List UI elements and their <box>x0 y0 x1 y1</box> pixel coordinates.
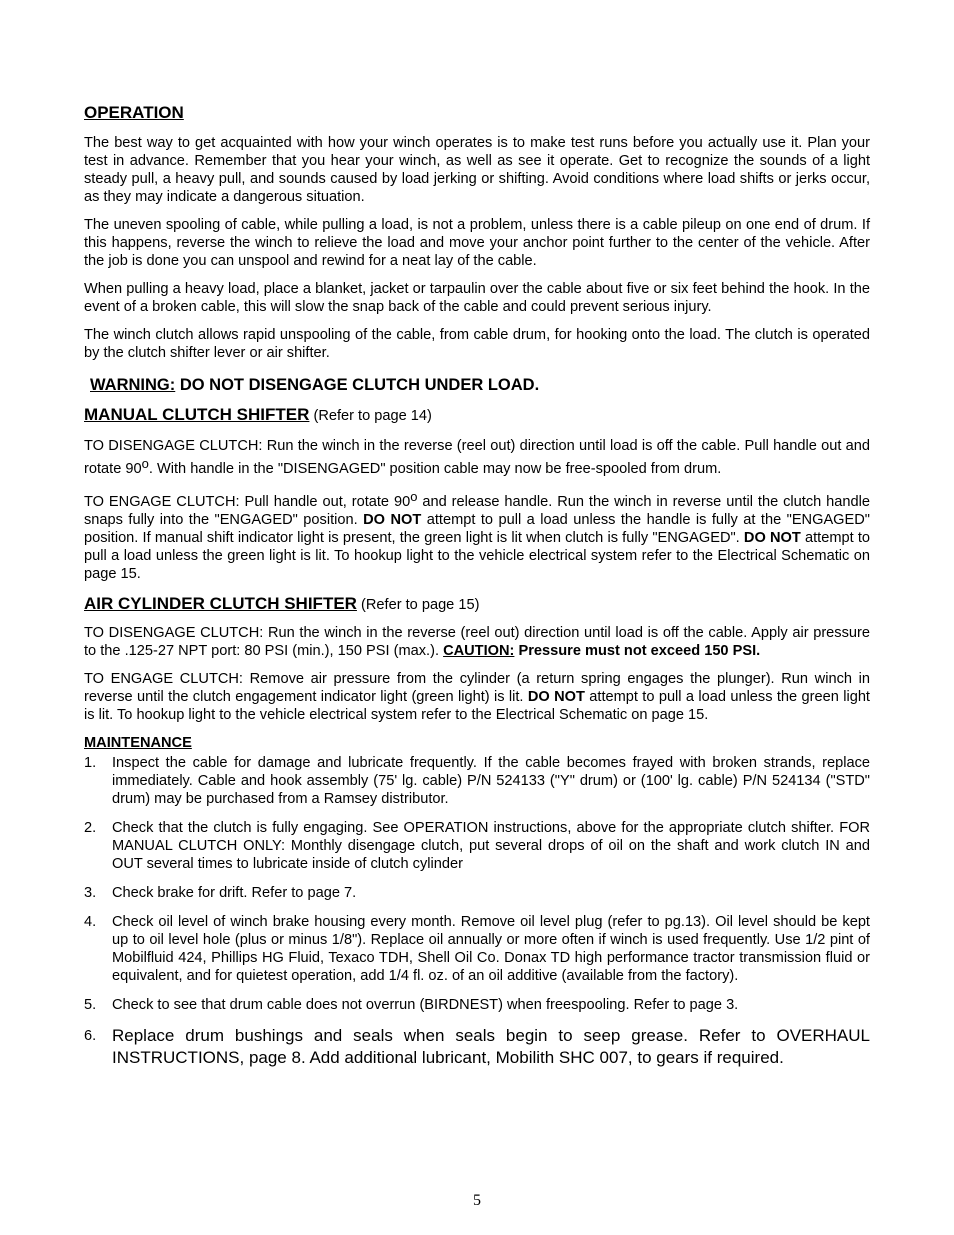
air-disengage-text: TO DISENGAGE CLUTCH: Run the winch in the reverse (reel out) direction until load is off the cable. Apply air pressure to the .125-27 NPT port: 80 PSI (min.), 150 PSI (max.). <box>84 625 870 659</box>
manual-engage-text-d: attempt to pull a load unless the green light is lit. To hookup light to the vehicle electrical system refer to the Electrical Schematic on page 15. <box>84 530 870 582</box>
manual-disengage-paragraph <box>84 435 870 481</box>
manual-disengage-text-b: . With handle in the "DISENGAGED" position cable may now be free-spooled from drum. <box>148 461 722 477</box>
air-engage-text-b: attempt to pull a load unless the green light is lit. To hookup light to the vehicle electrical system refer to the Electrical Schematic on page 15. <box>84 689 870 723</box>
list-number: 5. <box>84 997 97 1013</box>
air-clutch-subhead <box>84 593 870 616</box>
manual-engage-text-c: attempt to pull a load unless the handle is fully at the "ENGAGED" position. If manual shift indicator light is present, the green light is lit when clutch is fully "ENGAGED". <box>84 512 870 546</box>
degree-symbol: o <box>141 456 149 471</box>
list-item <box>84 996 870 1014</box>
list-item <box>84 1025 870 1069</box>
manual-engage-text-a: TO ENGAGE CLUTCH: Pull handle out, rotate 90 <box>84 494 411 510</box>
air-disengage-paragraph <box>84 624 870 660</box>
manual-engage-text-b: and release handle. Run the winch in reverse until the clutch handle snaps fully into the "ENGAGED" position. <box>84 494 870 528</box>
list-number: 4. <box>84 914 97 930</box>
do-not-emphasis: DO NOT <box>743 530 801 546</box>
do-not-emphasis: DO NOT <box>363 512 422 528</box>
operation-heading: OPERATION <box>84 103 184 122</box>
air-clutch-ref: (Refer to page 15) <box>356 597 480 613</box>
manual-engage-paragraph <box>84 489 870 583</box>
list-item-text: Check to see that drum cable does not overrun (BIRDNEST) when freespooling. Refer to page 3. <box>112 997 739 1013</box>
manual-page <box>84 102 870 1080</box>
manual-clutch-heading: MANUAL CLUTCH SHIFTER <box>84 405 310 424</box>
list-number: 2. <box>84 820 97 836</box>
list-number: 6. <box>84 1028 97 1044</box>
air-engage-paragraph <box>84 670 870 724</box>
operation-paragraph-2: The uneven spooling of cable, while pulling a load, is not a problem, unless there is a cable pileup on one end of drum. If this happens, reverse the winch to relieve the load and move your anchor point further to the center of the vehicle. After the job is done you can unspool and rewind for a neat lay of the cable. <box>84 217 870 269</box>
list-item-text: Inspect the cable for damage and lubricate frequently. If the cable becomes frayed with broken strands, replace immediately. Cable and hook assembly (75' lg. cable) P/N 524133 ("Y" drum) or (100' lg. cable) P/N 524134 ("STD" drum) may be purchased from a Ramsey distributor. <box>112 755 870 807</box>
list-item <box>84 754 870 808</box>
do-not-emphasis: DO NOT <box>527 689 585 705</box>
operation-paragraph-3: When pulling a heavy load, place a blanket, jacket or tarpaulin over the cable about five or six feet behind the hook. In the event of a broken cable, this will slow the snap back of the cable and could prevent serious injury. <box>84 281 870 315</box>
manual-clutch-ref: (Refer to page 14) <box>309 408 432 424</box>
maintenance-heading: MAINTENANCE <box>84 735 192 751</box>
list-number: 3. <box>84 885 97 901</box>
list-item-text: Check oil level of winch brake housing every month. Remove oil level plug (refer to pg.13). Oil level should be kept up to oil level hole (plus or minus 1/8"). Replace oil annually or more often if winch is used frequently. Use 1/2 pint of Mobilfluid 424, Phillips HG Fluid, Texaco TDH, Shell Oil Co. Donax TD high performance tractor transmission fluid or equivalent, and for quietest operation, add 1/4 fl. oz. of an oil additive (available from the factory). <box>112 914 870 984</box>
air-clutch-heading: AIR CYLINDER CLUTCH SHIFTER <box>84 594 357 613</box>
air-engage-text-a: TO ENGAGE CLUTCH: Remove air pressure from the cylinder (a return spring engages the plunger). Run winch in reverse until the clutch engagement indicator light (green light) is lit. <box>84 671 870 705</box>
warning-notice <box>90 374 870 396</box>
list-item <box>84 819 870 873</box>
operation-paragraph-4: The winch clutch allows rapid unspooling of the cable, from cable drum, for hooking onto the load. The clutch is operated by the clutch shifter lever or air shifter. <box>84 327 870 361</box>
list-item-text: Replace drum bushings and seals when seals begin to seep grease. Refer to OVERHAUL INSTRUCTIONS, page 8. Add additional lubricant, Mobilith SHC 007, to gears if required. <box>112 1026 870 1067</box>
page-number: 5 <box>473 1192 481 1209</box>
warning-text: DO NOT DISENGAGE CLUTCH UNDER LOAD. <box>175 376 540 394</box>
operation-paragraph-1: The best way to get acquainted with how your winch operates is to make test runs before you actually use it. Plan your test in advance. Remember that you hear your winch, as well as see it operate. Get to recognize the sounds of a light steady pull, a heavy pull, and sounds caused by load jerking or shifting. Avoid conditions where load shifts or jerks occur, as they may indicate a dangerous situation. <box>84 135 870 205</box>
list-number: 1. <box>84 755 97 771</box>
warning-label: WARNING: <box>90 376 176 394</box>
manual-disengage-text-a: TO DISENGAGE CLUTCH: Run the winch in the reverse (reel out) direction until load is off the cable. Pull handle out and rotate 90 <box>84 438 870 477</box>
list-item <box>84 884 870 902</box>
maintenance-list <box>84 754 870 1069</box>
manual-clutch-subhead <box>84 404 870 427</box>
caution-label: CAUTION: <box>443 643 515 659</box>
list-item-text: Check brake for drift. Refer to page 7. <box>112 885 357 901</box>
list-item-text: Check that the clutch is fully engaging. See OPERATION instructions, above for the appropriate clutch shifter. FOR MANUAL CLUTCH ONLY: Monthly disengage clutch, put several drops of oil on the shaft and work clutch IN and OUT several times to lubricate inside of clutch cylinder <box>112 820 870 872</box>
caution-text: Pressure must not exceed 150 PSI. <box>514 643 761 659</box>
degree-symbol: o <box>410 489 418 504</box>
list-item <box>84 913 870 985</box>
